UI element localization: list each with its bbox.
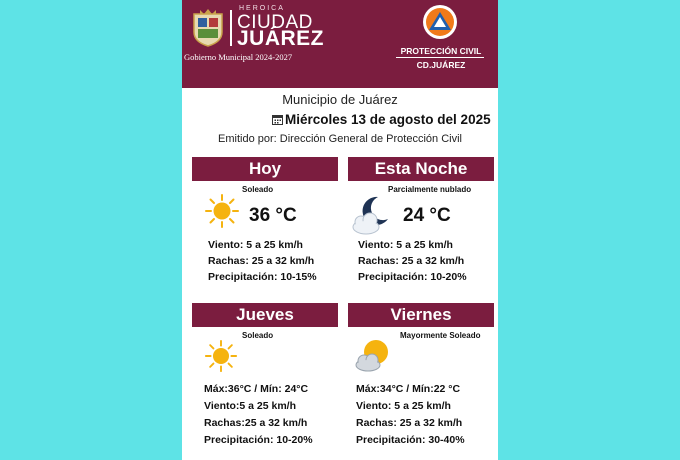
panel-condition: Mayormente Soleado <box>400 331 481 340</box>
panel-line: Precipitación: 10-15% <box>208 271 317 283</box>
city-seal-icon <box>188 6 228 48</box>
panel-jueves <box>192 303 338 453</box>
panel-title: Jueves <box>192 303 338 327</box>
panel-condition: Soleado <box>242 185 274 194</box>
panel-line: Precipitación: 10-20% <box>204 434 313 446</box>
panel-esta-noche <box>348 157 494 287</box>
panel-line: Viento: 5 a 25 km/h <box>356 400 451 412</box>
panel-title: Viernes <box>348 303 494 327</box>
panel-condition: Soleado <box>242 331 274 340</box>
header-banner <box>182 0 498 88</box>
municipio-title: Municipio de Juárez <box>282 92 398 107</box>
brand-juarez: JUÁREZ <box>237 27 325 50</box>
panel-temperature: 24 °C <box>403 205 451 226</box>
panel-line: Máx:34°C / Mín:22 °C <box>356 383 461 395</box>
forecast-date: Miércoles 13 de agosto del 2025 <box>285 112 491 127</box>
panel-line: Rachas:25 a 32 km/h <box>204 417 308 429</box>
brand-ciudad: CIUDAD <box>237 12 313 33</box>
pc-title: PROTECCIÓN CIVIL <box>400 46 482 56</box>
panel-line: Rachas: 25 a 32 km/h <box>208 255 315 267</box>
forecast-card <box>182 0 498 460</box>
emitido-por: Emitido por: Dirección General de Protección Civil <box>218 133 462 145</box>
proteccion-civil-logo-icon <box>422 4 458 40</box>
pc-city: CD.JUÁREZ <box>416 60 466 70</box>
panel-line: Precipitación: 10-20% <box>358 271 467 283</box>
panel-line: Rachas: 25 a 32 km/h <box>358 255 465 267</box>
panel-line: Máx:36°C / Mín: 24°C <box>204 383 309 395</box>
panel-condition: Parcialmente nublado <box>388 185 472 194</box>
sun-icon <box>204 339 238 373</box>
calendar-icon <box>272 114 283 125</box>
moon-cloud-icon <box>348 191 394 237</box>
brand-subtitle: HEROICA <box>239 5 285 12</box>
panel-line: Viento:5 a 25 km/h <box>204 400 297 412</box>
panel-hoy <box>192 157 338 287</box>
panel-viernes <box>348 303 494 453</box>
pc-divider <box>396 57 484 58</box>
panel-temperature: 36 °C <box>249 205 297 226</box>
sun-cloud-icon <box>354 337 394 373</box>
panel-line: Viento: 5 a 25 km/h <box>358 239 453 251</box>
panel-line: Rachas: 25 a 32 km/h <box>356 417 463 429</box>
panel-line: Precipitación: 30-40% <box>356 434 465 446</box>
sun-icon <box>204 193 240 229</box>
brand-divider <box>230 10 232 46</box>
panel-line: Viento: 5 a 25 km/h <box>208 239 303 251</box>
panel-title: Esta Noche <box>348 157 494 181</box>
gobierno-label: Gobierno Municipal 2024-2027 <box>184 52 293 62</box>
panel-title: Hoy <box>192 157 338 181</box>
